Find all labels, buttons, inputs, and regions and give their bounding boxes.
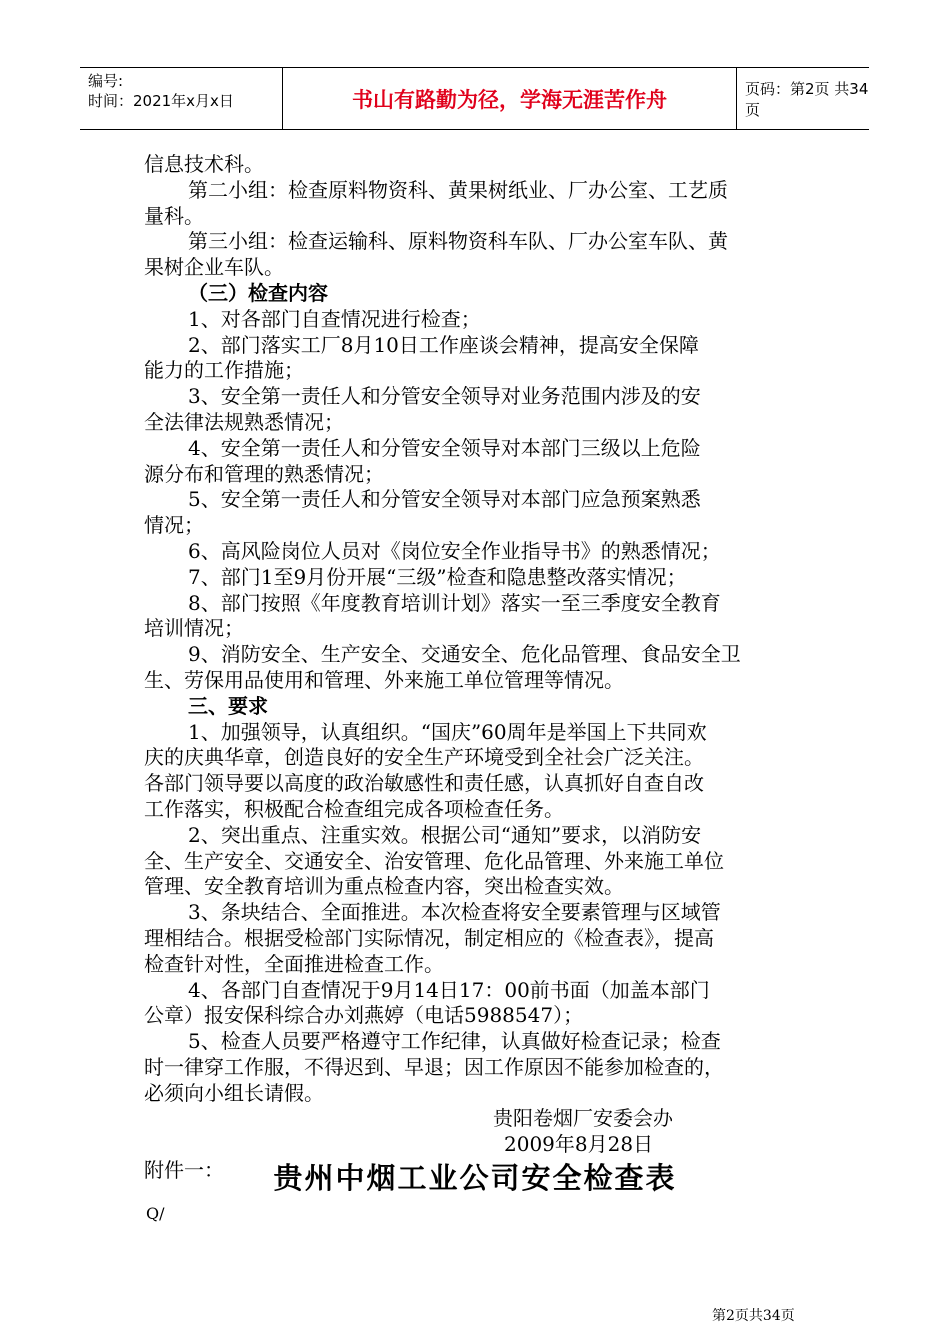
body-line: 5、安全第一责任人和分管安全领导对本部门应急预案熟悉 [188, 487, 701, 512]
body-line: 5、检查人员要严格遵守工作纪律，认真做好检查记录；检查 [188, 1029, 721, 1054]
body-line: 信息技术科。 [144, 152, 264, 176]
header-page-label: 页码：第2页 共34页 [745, 79, 869, 119]
body-line: 管理、安全教育培训为重点检查内容，突出检查实效。 [144, 874, 624, 899]
attachment-title: 贵州中烟工业公司安全检查表 [273, 1161, 677, 1195]
body-line: 公章）报安保科综合办刘燕婷（电话5988547）； [144, 1003, 584, 1028]
body-line: 1、对各部门自查情况进行检查； [188, 306, 481, 331]
body-line: 源分布和管理的熟悉情况； [144, 461, 384, 486]
body-line: 工作落实，积极配合检查组完成各项检查任务。 [144, 796, 564, 821]
page-header [80, 67, 869, 130]
body-line: 果树企业车队。 [144, 255, 284, 280]
q-mark: Q/ [146, 1204, 165, 1223]
body-line: 培训情况； [144, 616, 244, 641]
body-line: 6、高风险岗位人员对《岗位安全作业指导书》的熟悉情况； [188, 538, 721, 563]
section-heading: （三）检查内容 [188, 280, 328, 305]
body-line: 各部门领导要以高度的政治敏感性和责任感，认真抓好自查自改 [144, 771, 704, 796]
body-line: 2、部门落实工厂8月10日工作座谈会精神，提高安全保障 [188, 332, 699, 357]
body-line: 全、生产安全、交通安全、治安管理、危化品管理、外来施工单位 [144, 848, 724, 873]
header-motto: 书山有路勤为径，学海无涯苦作舟 [282, 68, 737, 129]
body-line: 生、劳保用品使用和管理、外来施工单位管理等情况。 [144, 667, 624, 692]
signature-org: 贵阳卷烟厂安委会办 [493, 1106, 673, 1131]
time-label: 时间：2021年x月x日 [88, 92, 234, 110]
body-line: 时一律穿工作服，不得迟到、早退；因工作原因不能参加检查的， [144, 1054, 724, 1079]
header-left-cell [80, 68, 282, 129]
body-line: 第三小组：检查运输科、原料物资科车队、厂办公室车队、黄 [188, 229, 728, 254]
body-line: 量科。 [144, 203, 204, 228]
page-footer: 第2页共34页 [712, 1308, 795, 1324]
body-line: 理相结合。根据受检部门实际情况，制定相应的《检查表》，提高 [144, 925, 714, 950]
body-line: 9、消防安全、生产安全、交通安全、危化品管理、食品安全卫 [188, 642, 741, 667]
body-line: 第二小组：检查原料物资科、黄果树纸业、厂办公室、工艺质 [188, 177, 728, 202]
body-line: 2、突出重点、注重实效。根据公司“通知”要求，以消防安 [188, 822, 702, 847]
attachment-label: 附件一： [144, 1158, 224, 1183]
body-line: 4、安全第一责任人和分管安全领导对本部门三级以上危险 [188, 435, 701, 460]
body-line: 情况； [144, 513, 204, 538]
body-line: 必须向小组长请假。 [144, 1080, 324, 1105]
body-line: 全法律法规熟悉情况； [144, 409, 344, 434]
section-heading: 三、要求 [188, 693, 268, 718]
body-line: 1、加强领导，认真组织。“国庆”60周年是举国上下共同欢 [188, 719, 707, 744]
body-line: 检查针对性，全面推进检查工作。 [144, 951, 444, 976]
body-line: 3、安全第一责任人和分管安全领导对业务范围内涉及的安 [188, 384, 701, 409]
number-label: 编号: [88, 72, 124, 90]
body-line: 4、各部门自查情况于9月14日17：00前书面（加盖本部门 [188, 977, 710, 1002]
document-body [144, 152, 810, 1184]
signature-date: 2009年8月28日 [504, 1132, 654, 1157]
body-line: 庆的庆典华章，创造良好的安全生产环境受到全社会广泛关注。 [144, 745, 704, 770]
body-line: 8、部门按照《年度教育培训计划》落实一至三季度安全教育 [188, 590, 721, 615]
body-line: 3、条块结合、全面推进。本次检查将安全要素管理与区域管 [188, 900, 721, 925]
body-line: 7、部门1至9月份开展“三级”检查和隐患整改落实情况； [188, 564, 687, 589]
body-line: 能力的工作措施； [144, 358, 304, 383]
